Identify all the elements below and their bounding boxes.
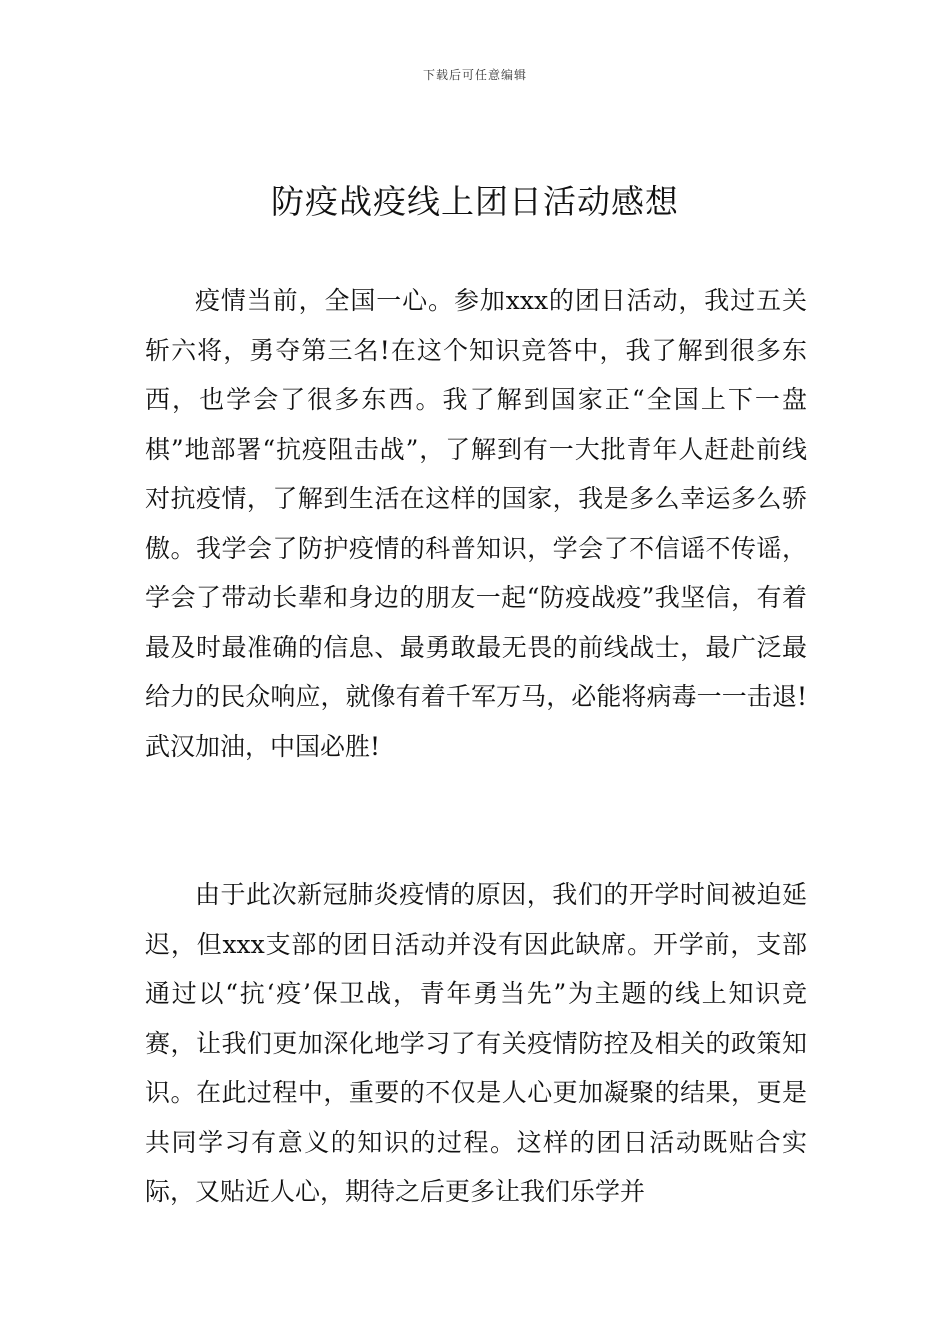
body-paragraph-1: 疫情当前，全国一心。参加xxx的团日活动，我过五关斩六将，勇夺第三名!在这个知识竞答中，我了解到很多东西，也学会了很多东西。我了解到国家正“全国上下一盘棋”地部署“抗疫阻击战”，了解到有一大批青年人赶赴前线对抗疫情，了解到生活在这样的国家，我是多么幸运多么骄傲。我学会了防护疫情的科普知识，学会了不信谣不传谣，学会了带动长辈和身边的朋友一起“防疫战疫”我坚信，有着最及时最准确的信息、最勇敢最无畏的前线战士，最广泛最给力的民众响应，就像有着千军万马，必能将病毒一一击退!武汉加油，中国必胜! — [145, 286, 807, 761]
header-note: 下载后可任意编辑 — [422, 68, 527, 82]
document-title: 防疫战疫线上团日活动感想 — [271, 182, 679, 221]
body-paragraph-2: 由于此次新冠肺炎疫情的原因，我们的开学时间被迫延迟，但xxx支部的团日活动并没有因此缺席。开学前，支部通过以“抗‘疫’保卫战，青年勇当先”为主题的线上知识竞赛，让我们更加深化地学习了有关疫情防控及相关的政策知识。在此过程中，重要的不仅是人心更加凝聚的结果，更是共同学习有意义的知识的过程。这样的团日活动既贴合实际，又贴近人心，期待之后更多让我们乐学并 — [145, 880, 807, 1206]
